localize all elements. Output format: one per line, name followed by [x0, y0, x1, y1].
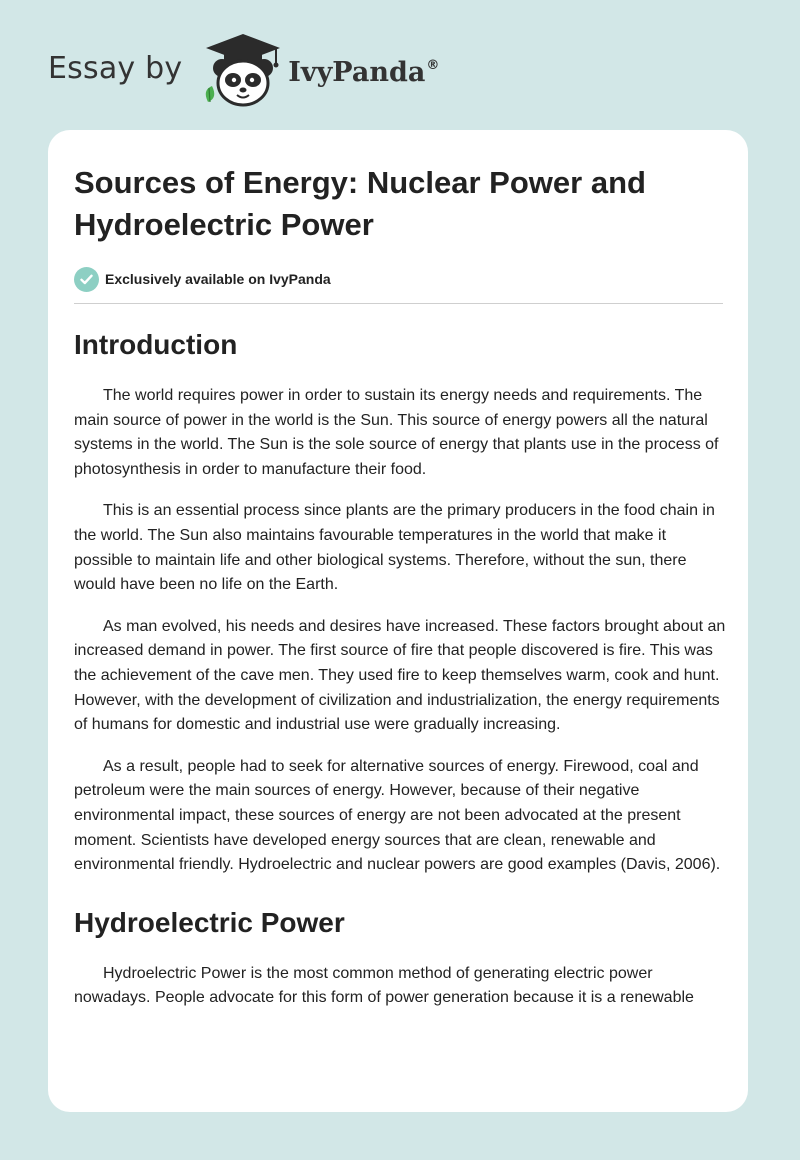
essay-card: [48, 130, 748, 1112]
brand-name[interactable]: [288, 57, 439, 88]
registered-mark: ®: [426, 57, 440, 73]
exclusive-badge: [74, 266, 722, 292]
essay-title: Sources of Energy: Nuclear Power and Hydroelectric Power: [74, 165, 646, 242]
paragraph: The world requires power in order to sustain its energy needs and requirements. The main source of power in the world is the Sun. This source of energy powers all the natural systems in the world. The Sun is the sole source of energy that plants use in the process of photosynthesis in order to manufacture their food.: [74, 387, 719, 478]
section-heading-hydroelectric-power: Hydroelectric Power: [74, 906, 345, 938]
brand-prefix: Essay by: [48, 50, 183, 86]
brand-name-text: IvyPanda: [288, 56, 426, 88]
paragraph: This is an essential process since plants are the primary producers in the food chain in the world. The Sun also maintains favourable temperatures in the world that make it possible to maintain life and other biological systems. Therefore, without the sun, there would have been no life on the Earth.: [74, 502, 715, 594]
section-heading-introduction: Introduction: [74, 329, 238, 360]
exclusive-label: Exclusively available on IvyPanda: [105, 271, 331, 287]
panda-logo-icon[interactable]: [200, 30, 286, 110]
paragraph: As a result, people had to seek for alternative sources of energy. Firewood, coal and petroleum were the main sources of energy. However, because of their negative environmental impact, these sources of energy are not been advocated at the present moment. Scientists have developed energy sources that are clean, renewable and environmental friendly. Hydroelectric and nuclear powers are good examples (Davis, 2006).: [74, 757, 721, 874]
site-header: [48, 30, 439, 110]
paragraph: Hydroelectric Power is the most common method of generating electric power nowadays. People advocate for this form of power generation because it is a renewable: [74, 964, 694, 1007]
paragraph: As man evolved, his needs and desires have increased. These factors brought about an increased demand in power. The first source of fire that people discovered is fire. This was the achievement of the cave men. They used fire to keep themselves warm, cook and hunt. However, with the development of civilization and industrialization, the energy requirements of humans for domestic and industrial use were gradually increasing.: [74, 617, 726, 734]
checkmark-icon: [74, 267, 99, 292]
divider: [74, 303, 723, 304]
